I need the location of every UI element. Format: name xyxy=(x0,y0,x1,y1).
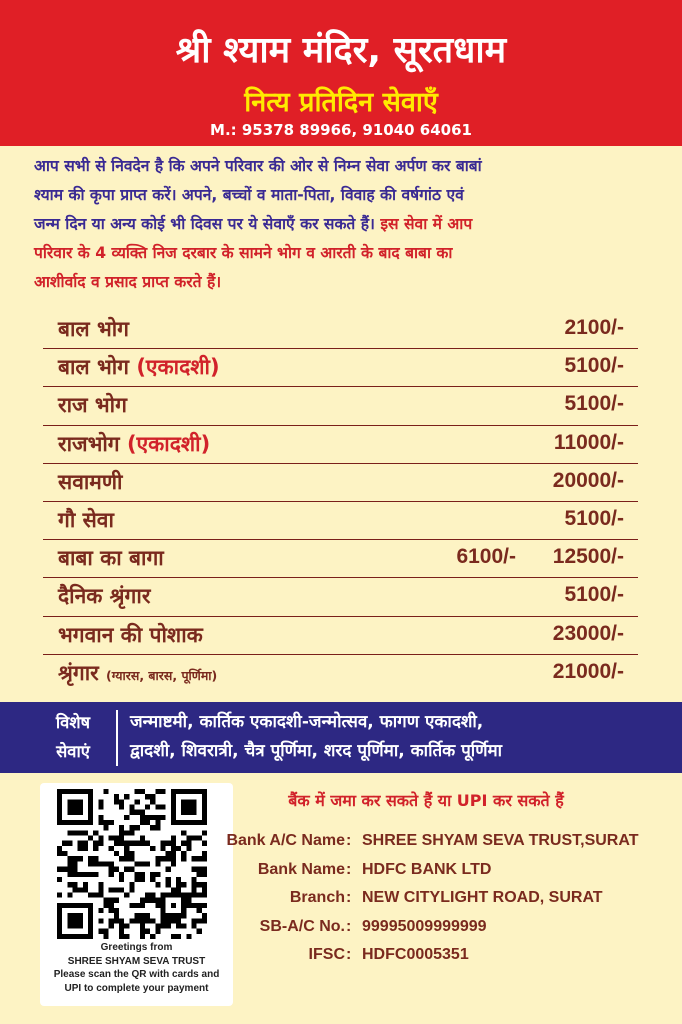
special-services-label xyxy=(40,708,106,766)
special-services-line: द्वादशी, शिवरात्री, चैत्र पूर्णिमा, शरद पूर्णिमा, कार्तिक पूर्णिमा xyxy=(130,741,503,761)
qr-caption-line: Please scan the QR with cards and xyxy=(53,969,220,980)
intro-highlight: इस सेवा में आप xyxy=(374,215,473,233)
special-services-band xyxy=(0,702,682,773)
special-label-line: विशेष xyxy=(55,713,91,732)
bank-separator: : xyxy=(346,889,352,906)
service-name-group xyxy=(58,430,210,458)
bank-details xyxy=(204,832,664,975)
qr-caption-line: UPI to complete your payment xyxy=(64,982,209,994)
service-note: (एकादशी) xyxy=(126,431,211,456)
intro-paragraph xyxy=(34,152,658,297)
service-price: 11000/- xyxy=(553,430,624,454)
service-small-note: (ग्यारस, बारस, पूर्णिमा) xyxy=(106,667,218,683)
bank-value: NEW CITYLIGHT ROAD, SURAT xyxy=(362,889,603,906)
contact-mobile[interactable]: M.: 95378 89966, 91040 64061 xyxy=(210,121,472,139)
service-name: सवामणी xyxy=(58,469,123,494)
bank-separator: : xyxy=(346,946,352,963)
bank-label: SB-A/C No. xyxy=(259,917,345,935)
intro-line xyxy=(34,210,658,239)
bank-separator: : xyxy=(346,917,352,935)
service-row xyxy=(43,540,638,578)
qr-code-icon[interactable] xyxy=(56,789,208,939)
service-name-group xyxy=(58,353,220,381)
service-row xyxy=(43,387,638,425)
service-price-alt: 6100/- xyxy=(456,545,516,569)
bank-row xyxy=(204,918,664,947)
bank-row xyxy=(204,861,664,890)
bank-separator: : xyxy=(346,832,352,849)
service-price: 12500/- xyxy=(552,545,624,569)
divider xyxy=(116,710,118,766)
bank-label: IFSC xyxy=(308,946,345,963)
bank-row xyxy=(204,832,664,861)
service-row xyxy=(43,426,638,464)
bank-label: Branch xyxy=(289,889,345,906)
service-name: बाबा का बागा xyxy=(58,546,164,571)
special-label-line: सेवाएं xyxy=(56,742,90,761)
bank-value: SHREE SHYAM SEVA TRUST,SURAT xyxy=(362,832,639,849)
service-row xyxy=(43,655,638,693)
intro-line: आप सभी से निवदेन है कि अपने परिवार की ओर से निम्न सेवा अर्पण कर बाबां xyxy=(34,157,482,175)
service-name: राजभोग xyxy=(58,431,120,456)
header-banner xyxy=(0,0,682,146)
bank-row xyxy=(204,889,664,918)
special-services-line: जन्माष्टमी, कार्तिक एकादशी-जन्मोत्सव, फागण एकादशी, xyxy=(130,712,484,732)
service-name: गौ सेवा xyxy=(58,507,114,532)
service-row xyxy=(43,502,638,540)
bank-row xyxy=(204,946,664,975)
service-row xyxy=(43,311,638,349)
service-name-group xyxy=(58,659,217,687)
service-name: श्रृंगार xyxy=(58,660,99,685)
service-price: 5100/- xyxy=(564,583,624,607)
special-services-list xyxy=(130,708,670,766)
service-price: 23000/- xyxy=(552,621,624,645)
intro-text: जन्म दिन या अन्य कोई भी दिवस पर ये सेवाएँ कर सकते हैं। xyxy=(34,215,375,233)
service-name: भगवान की पोशाक xyxy=(58,622,203,647)
intro-line: श्याम की कृपा प्राप्त करें। अपने, बच्चों व माता-पिता, विवाह की वर्षगांठ एवं xyxy=(34,186,464,204)
qr-caption-line: SHREE SHYAM SEVA TRUST xyxy=(67,955,206,967)
bank-heading: बैंक में जमा कर सकते हैं या UPI कर सकते हैं xyxy=(288,791,564,810)
service-price-list xyxy=(43,311,638,693)
bank-value: HDFC BANK LTD xyxy=(362,860,492,878)
service-name: दैनिक श्रृंगार xyxy=(58,584,151,609)
bank-label: Bank A/C Name xyxy=(226,832,345,849)
service-name: राज भोग xyxy=(58,393,127,418)
service-price: 5100/- xyxy=(564,354,624,378)
service-name: बाल भोग xyxy=(58,355,130,380)
qr-caption-line: Greetings from xyxy=(100,942,173,953)
service-name: बाल भोग xyxy=(58,317,130,341)
bank-label: Bank Name xyxy=(257,860,345,878)
service-note: (एकादशी) xyxy=(136,355,220,380)
service-row xyxy=(43,349,638,387)
service-row xyxy=(43,578,638,616)
intro-line: परिवार के 4 व्यक्ति निज दरबार के सामने भोग व आरती के बाद बाबा का xyxy=(34,244,453,262)
bank-value[interactable]: 99995009999999 xyxy=(362,917,487,935)
service-price: 5100/- xyxy=(564,392,624,416)
bank-value[interactable]: HDFC0005351 xyxy=(362,946,469,963)
page-subtitle: नित्य प्रतिदिन सेवाएँ xyxy=(244,87,438,118)
service-price: 5100/- xyxy=(564,506,624,530)
page-title: श्री श्याम मंदिर, सूरतधाम xyxy=(175,30,507,71)
service-price: 21000/- xyxy=(552,659,624,683)
intro-line: आशीर्वाद व प्रसाद प्राप्त करते हैं। xyxy=(34,273,222,291)
bank-separator: : xyxy=(346,860,352,878)
service-price: 2100/- xyxy=(564,316,624,339)
service-row xyxy=(43,617,638,655)
service-row xyxy=(43,464,638,502)
service-price: 20000/- xyxy=(552,468,624,492)
